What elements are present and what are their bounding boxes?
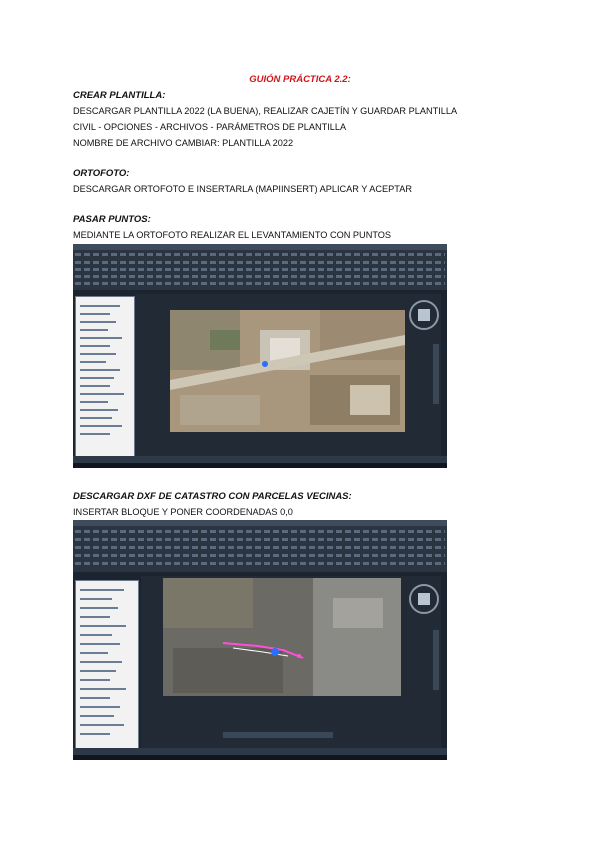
navigation-bar [433,344,439,404]
screenshot-civil3d-catastro [73,520,447,760]
taskbar [73,755,447,760]
text-line: DESCARGAR ORTOFOTO E INSERTARLA (MAPIINSERT) APLICAR Y ACEPTAR [73,184,412,194]
status-bar [73,748,447,755]
text-line: DESCARGAR PLANTILLA 2022 (LA BUENA), REALIZAR CAJETÍN Y GUARDAR PLANTILLA [73,106,458,116]
taskbar [73,463,447,468]
ribbon [73,244,447,290]
toolspace-panel [75,580,139,752]
heading-pasar-puntos: PASAR PUNTOS: [73,214,151,225]
viewcube [409,584,439,614]
heading-ortofoto: ORTOFOTO: [73,168,130,179]
text-line: NOMBRE DE ARCHIVO CAMBIAR: PLANTILLA 2022 [73,138,294,148]
page-title: GUIÓN PRÁCTICA 2.2: [249,74,351,85]
ortofoto-image [170,310,405,432]
text-line: INSERTAR BLOQUE Y PONER COORDENADAS 0,0 [73,507,293,517]
heading-descargar-dxf: DESCARGAR DXF DE CATASTRO CON PARCELAS VECINAS: [73,491,352,502]
viewcube [409,300,439,330]
text-line: MEDIANTE LA ORTOFOTO REALIZAR EL LEVANTAMIENTO CON PUNTOS [73,230,392,240]
command-line [223,732,333,738]
text-line: CIVIL - OPCIONES - ARCHIVOS - PARÁMETROS DE PLANTILLA [73,122,347,132]
ribbon [73,520,447,572]
status-bar [73,456,447,463]
ortofoto-with-catastro [163,578,401,696]
screenshot-civil3d-ortofoto [73,244,447,468]
navigation-bar [433,630,439,690]
toolspace-panel [75,296,135,458]
heading-crear-plantilla: CREAR PLANTILLA: [73,90,166,101]
